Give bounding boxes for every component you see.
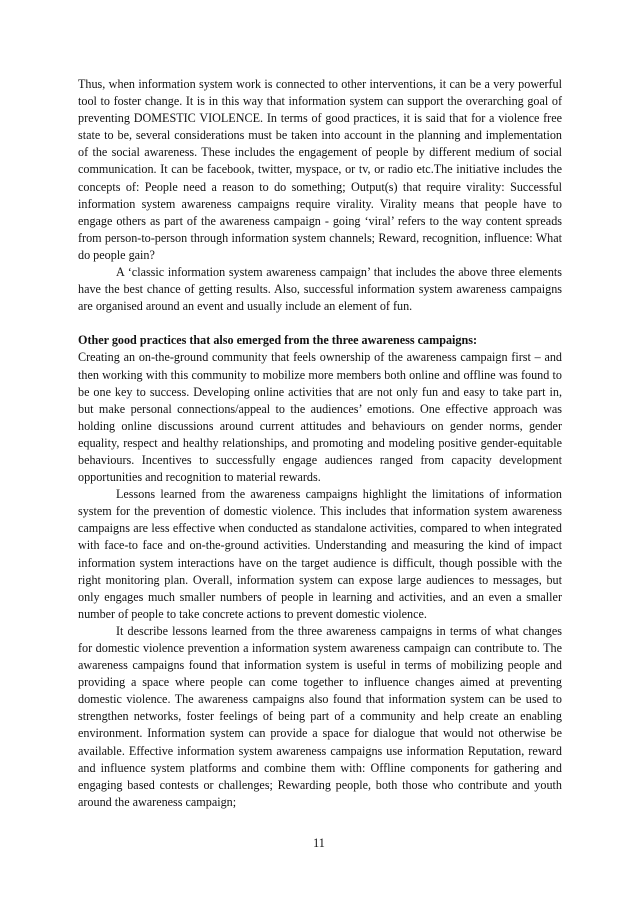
paragraph-classic-campaign: A ‘classic information system awareness campaign’ that includes the above three elements have the best chance of getting results. Also, successful information system awareness campaigns are organised around an event and usually include an element of fun.: [78, 265, 562, 314]
section-heading: Other good practices that also emerged from the three awareness campaigns:: [78, 333, 477, 348]
paragraph-spacer: [78, 315, 562, 332]
paragraph-intro: Thus, when information system work is connected to other interventions, it can be a very powerful tool to foster change. It is in this way that information system can support the overarching goal of preventing DOMESTIC VIOLENCE. In terms of good practices, it is said that for a violence free state to be, several considerations must be taken into account in the planning and implementation of the social awareness. These includes the engagement of people by different medium of social communication. It can be facebook, twitter, myspace, or tv, or radio etc.The initiative includes the concepts of: People need a reason to do something; Output(s) that require virality: Successful information system awareness campaigns require virality. Virality means that people have to engage others as part of the awareness campaign - going ‘viral’ refers to the way content spreads from person-to-person through information system channels; Reward, recognition, influence: What do people gain?: [78, 77, 562, 262]
document-body: [78, 76, 562, 811]
paragraph-lessons: Lessons learned from the awareness campaigns highlight the limitations of information system for the prevention of domestic violence. This includes that information system awareness campaigns are less effective when conducted as standalone activities, compared to when integrated with face-to face and on-the-ground activities. Understanding and measuring the kind of impact information system interactions have on the target audience is difficult, though possible with the right monitoring plan. Overall, information system can expose large audiences to messages, but only engages much smaller numbers of people in learning and activities, and an even a smaller number of people to take concrete actions to prevent domestic violence.: [78, 487, 562, 621]
page-number: 11: [313, 836, 325, 850]
paragraph-changes: It describe lessons learned from the three awareness campaigns in terms of what changes for domestic violence prevention a information system awareness campaign can contribute to. The awareness campaigns found that information system is useful in terms of mobilizing people and providing a space where people can come together to influence changes aimed at preventing domestic violence. The awareness campaigns also found that information system can be used to strengthen networks, foster feelings of being part of a community and help create an enabling environment. Information system can provide a space for dialogue that would not otherwise be available. Effective information system awareness campaigns use information Reputation, reward and influence system platforms and combine them with: Offline components for gathering and engaging based contests or challenges; Rewarding people, both those who contribute and youth around the awareness campaign;: [78, 623, 562, 809]
paragraph-community: Creating an on-the-ground community that feels ownership of the awareness campaign first – and then working with this community to mobilize more members both online and offline was found to be one key to success. Developing online activities that are not only fun and easy to take part in, but make personal connections/appeal to the audiences’ emotions. One effective approach was holding online discussions around current attitudes and behaviours on gender norms, gender equality, respect and healthy relationships, and promoting and modeling positive gender-equitable behaviours. Incentives to successfully engage audiences ranged from capacity development opportunities and recognition to material rewards.: [78, 350, 562, 485]
